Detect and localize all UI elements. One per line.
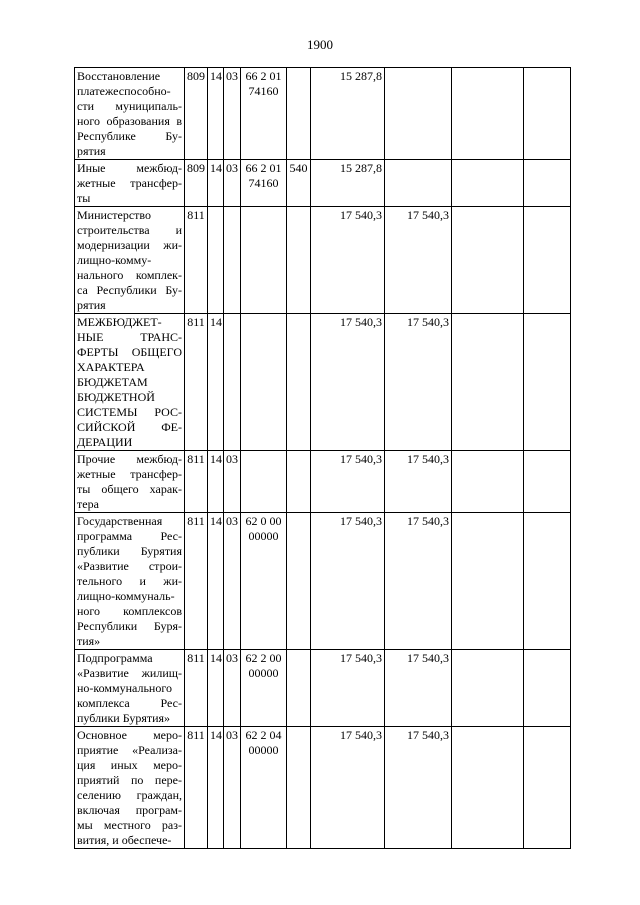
ministry-code: 811 (185, 207, 208, 314)
target-article-code (241, 314, 287, 451)
amount-3 (452, 513, 524, 650)
section-code: 14 (208, 68, 224, 160)
amount-4 (524, 513, 571, 650)
amount-3 (452, 68, 524, 160)
expense-type-code (287, 451, 311, 513)
subsection-code: 03 (224, 68, 241, 160)
amount-1: 15 287,8 (311, 68, 385, 160)
amount-4 (524, 314, 571, 451)
ministry-code: 811 (185, 451, 208, 513)
amount-3 (452, 314, 524, 451)
amount-1: 15 287,8 (311, 160, 385, 207)
target-article-code: 62 2 00 00000 (241, 650, 287, 727)
amount-3 (452, 650, 524, 727)
budget-table (74, 67, 571, 849)
subsection-code: 03 (224, 727, 241, 849)
amount-3 (452, 727, 524, 849)
amount-4 (524, 160, 571, 207)
amount-4 (524, 207, 571, 314)
table-row (75, 513, 571, 650)
subsection-code (224, 314, 241, 451)
subsection-code: 03 (224, 451, 241, 513)
page-number: 1900 (307, 37, 333, 52)
subsection-code (224, 207, 241, 314)
amount-2: 17 540,3 (385, 650, 452, 727)
amount-3 (452, 207, 524, 314)
target-article-code: 62 0 00 00000 (241, 513, 287, 650)
expense-type-code (287, 207, 311, 314)
amount-4 (524, 650, 571, 727)
target-article-code (241, 207, 287, 314)
target-article-code: 62 2 04 00000 (241, 727, 287, 849)
amount-4 (524, 451, 571, 513)
amount-1: 17 540,3 (311, 727, 385, 849)
section-code: 14 (208, 513, 224, 650)
amount-3 (452, 451, 524, 513)
expense-type-code (287, 68, 311, 160)
expense-type-code (287, 513, 311, 650)
row-name: Министерство строительства и модернизации жи-лищно-комму-нального комплек-са Республики Бу-рятия (75, 207, 185, 314)
subsection-code: 03 (224, 160, 241, 207)
target-article-code (241, 451, 287, 513)
ministry-code: 809 (185, 68, 208, 160)
target-article-code: 66 2 01 74160 (241, 68, 287, 160)
section-code: 14 (208, 160, 224, 207)
amount-2 (385, 160, 452, 207)
amount-1: 17 540,3 (311, 207, 385, 314)
row-name: Основное меро-приятие «Реализа-ция иных меро-приятий по пере-селению граждан, включая програм-мы местного раз-вития, и обеспече- (75, 727, 185, 849)
amount-2 (385, 68, 452, 160)
amount-2: 17 540,3 (385, 451, 452, 513)
row-name: Иные межбюд-жетные трансфер-ты (75, 160, 185, 207)
table-row (75, 160, 571, 207)
table-row (75, 650, 571, 727)
table-body (75, 68, 571, 849)
section-code: 14 (208, 451, 224, 513)
amount-2: 17 540,3 (385, 513, 452, 650)
ministry-code: 811 (185, 727, 208, 849)
amount-1: 17 540,3 (311, 314, 385, 451)
ministry-code: 811 (185, 650, 208, 727)
expense-type-code (287, 314, 311, 451)
target-article-code: 66 2 01 74160 (241, 160, 287, 207)
row-name: Прочие межбюд-жетные трансфер-ты общего харак-тера (75, 451, 185, 513)
amount-3 (452, 160, 524, 207)
section-code: 14 (208, 314, 224, 451)
amount-4 (524, 727, 571, 849)
table-row (75, 207, 571, 314)
amount-4 (524, 68, 571, 160)
amount-1: 17 540,3 (311, 650, 385, 727)
subsection-code: 03 (224, 513, 241, 650)
subsection-code: 03 (224, 650, 241, 727)
row-name: Подпрограмма «Развитие жилищ-но-коммунального комплекса Рес-публики Бурятия» (75, 650, 185, 727)
section-code: 14 (208, 727, 224, 849)
row-name: Государственная программа Рес-публики Бурятия «Развитие строи-тельного и жи-лищно-коммуналь-ного комплексов Республики Буря-тия» (75, 513, 185, 650)
table-row (75, 68, 571, 160)
ministry-code: 811 (185, 314, 208, 451)
amount-1: 17 540,3 (311, 451, 385, 513)
amount-1: 17 540,3 (311, 513, 385, 650)
ministry-code: 809 (185, 160, 208, 207)
expense-type-code (287, 650, 311, 727)
expense-type-code: 540 (287, 160, 311, 207)
section-code (208, 207, 224, 314)
section-code: 14 (208, 650, 224, 727)
expense-type-code (287, 727, 311, 849)
amount-2: 17 540,3 (385, 727, 452, 849)
table-row (75, 727, 571, 849)
table-row (75, 451, 571, 513)
amount-2: 17 540,3 (385, 314, 452, 451)
row-name: Восстановление платежеспособно-сти муниципаль-ного образования в Республике Бу-рятия (75, 68, 185, 160)
row-name: МЕЖБЮДЖЕТ-НЫЕ ТРАНС-ФЕРТЫ ОБЩЕГО ХАРАКТЕРА БЮДЖЕТАМ БЮДЖЕТНОЙ СИСТЕМЫ РОС-СИЙСКОЙ ФЕ-ДЕРАЦИИ (75, 314, 185, 451)
amount-2: 17 540,3 (385, 207, 452, 314)
table-row (75, 314, 571, 451)
ministry-code: 811 (185, 513, 208, 650)
